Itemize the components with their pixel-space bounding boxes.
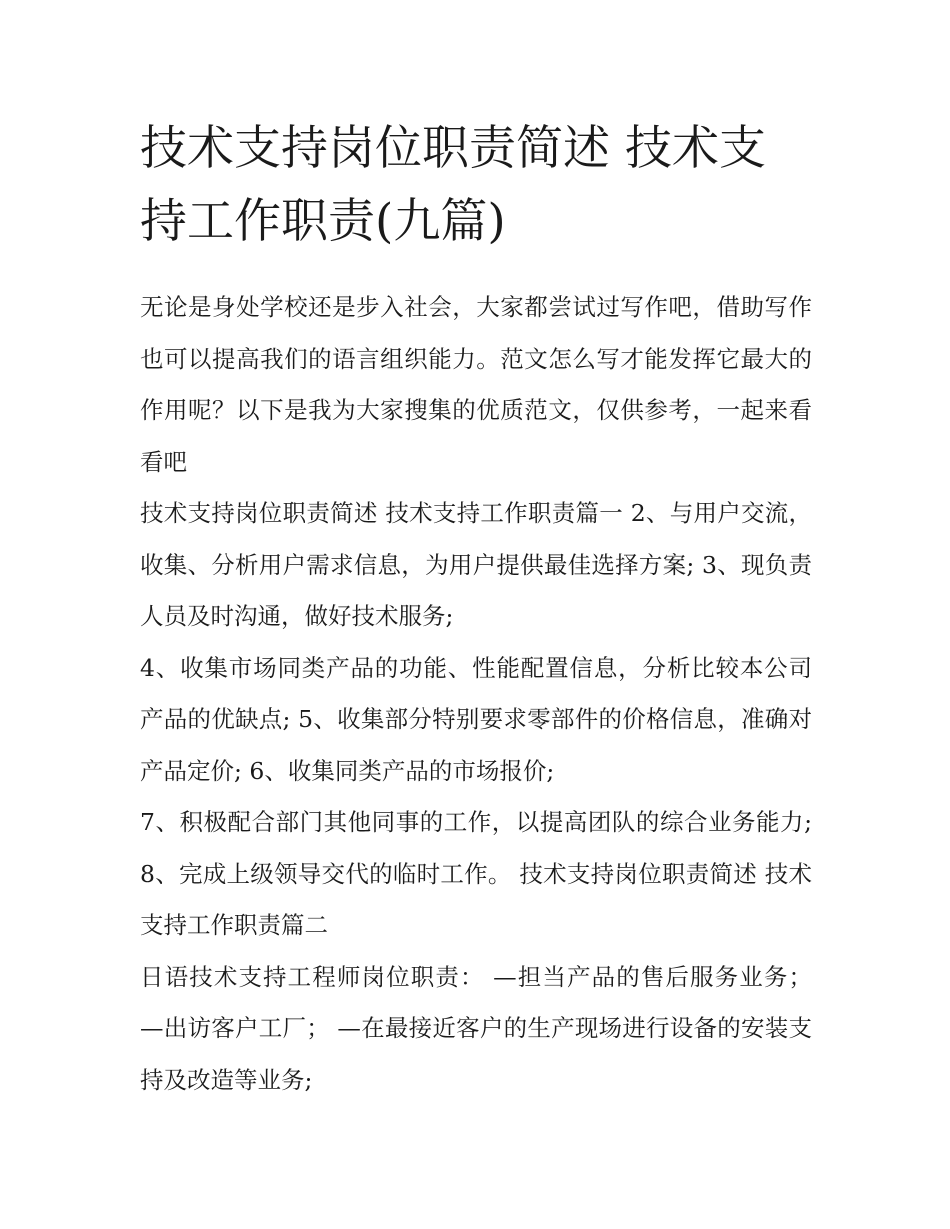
paragraph-section-1: 技术支持岗位职责简述 技术支持工作职责篇一 2、与用户交流，收集、分析用户需求信息，为用户提供最佳选择方案; 3、现负责人员及时沟通，做好技术服务; xyxy=(140,499,812,630)
paragraph-duties-7-8: 7、积极配合部门其他同事的工作，以提高团队的综合业务能力; 8、完成上级领导交代的临时工作。 技术支持岗位职责简述 技术支持工作职责篇二 xyxy=(140,808,812,939)
paragraph-duties-4-6: 4、收集市场同类产品的功能、性能配置信息，分析比较本公司产品的优缺点; 5、收集部分特别要求零部件的价格信息，准确对产品定价; 6、收集同类产品的市场报价; xyxy=(140,653,812,785)
paragraph-intro: 无论是身处学校还是步入社会，大家都尝试过写作吧，借助写作也可以提高我们的语言组织能力。范文怎么写才能发挥它最大的作用呢？以下是我为大家搜集的优质范文，仅供参考，一起来看看吧 xyxy=(140,293,812,476)
document-title: 技术支持岗位职责简述 技术支持工作职责(九篇) xyxy=(140,121,766,249)
paragraph-section-2: 日语技术支持工程师岗位职责： —担当产品的售后服务业务； —出访客户工厂； —在最接近客户的生产现场进行设备的安装支持及改造等业务; xyxy=(140,962,812,1094)
document-body xyxy=(140,282,812,1106)
document-page xyxy=(140,112,812,1106)
